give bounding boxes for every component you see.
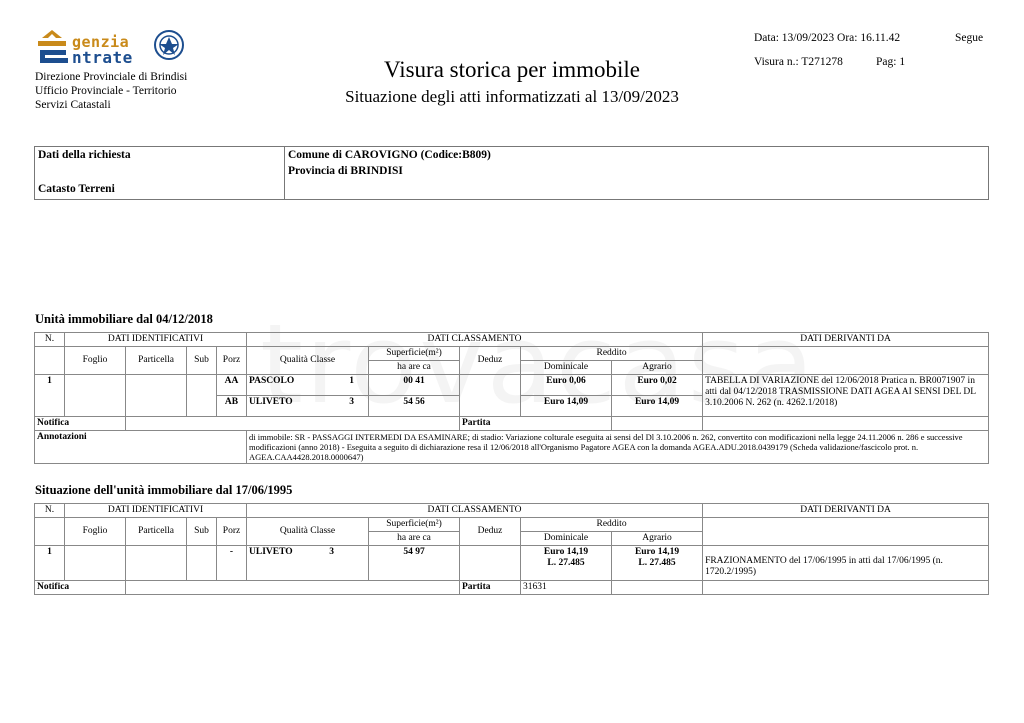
- col-foglio: Foglio: [65, 518, 126, 546]
- section2-title: Situazione dell'unità immobiliare dal 17/06/1995: [35, 483, 293, 497]
- section1-title: Unità immobiliare dal 04/12/2018: [35, 312, 213, 326]
- row-agrario: Euro 0,02: [612, 375, 703, 396]
- annotazioni-text: di immobile: SR - PASSAGGI INTERMEDI DA ESAMINARE; di stadio: Variazione colturale eseguita ai sensi del Dl 3.10.2006 n. 262, convertito con modificazioni nella legge 24.11.2006 n. 286 e successive modificazioni (anno 2018) - Eseguita a seguito di dichiarazione resa il 12/06/2018 all'Organismo Pagatore AGEA con la domanda AGEA.ADU.2018.0439179 (Scheda validazione/fascicolo prot. n. AGEA.CAA4428.2018.0000647): [247, 431, 989, 464]
- col-ha-are-ca: ha are ca: [369, 532, 460, 546]
- logo-text-entrate: ntrate: [72, 48, 133, 67]
- request-label: Dati della richiesta: [38, 149, 131, 161]
- partita-value: 31631: [521, 581, 612, 595]
- row-dominicale: Euro 0,06: [521, 375, 612, 396]
- row-qualita: ULIVETO 3: [247, 396, 369, 417]
- section1-table: [34, 332, 989, 464]
- page-title: Visura storica per immobile: [383, 57, 641, 82]
- segue-label: Segue: [955, 32, 984, 44]
- office-line-1: Direzione Provinciale di Brindisi: [35, 71, 188, 83]
- col-qualita: Qualità Classe: [247, 518, 369, 546]
- col-dominicale: Dominicale: [521, 532, 612, 546]
- col-dati-identificativi: DATI IDENTIFICATIVI: [65, 504, 247, 518]
- col-sub: Sub: [187, 518, 217, 546]
- row-n: 1: [35, 375, 65, 417]
- col-particella: Particella: [126, 518, 187, 546]
- col-reddito: Reddito: [521, 518, 703, 532]
- request-left: [35, 147, 285, 200]
- col-dati-identificativi: DATI IDENTIFICATIVI: [65, 333, 247, 347]
- annotazioni-label: Annotazioni: [35, 431, 247, 464]
- col-superficie: Superficie(m²): [369, 518, 460, 532]
- row-superficie: 54 97: [369, 546, 460, 581]
- col-dati-classamento: DATI CLASSAMENTO: [247, 333, 703, 347]
- col-particella: Particella: [126, 347, 187, 375]
- row-agrario: Euro 14,09: [612, 396, 703, 417]
- date-time: Data: 13/09/2023 Ora: 16.11.42: [754, 32, 901, 44]
- comune-label: Comune di CAROVIGNO (Codice:B809): [288, 149, 491, 161]
- col-n: N.: [35, 333, 65, 347]
- request-box: [34, 146, 989, 200]
- provincia-label: Provincia di BRINDISI: [288, 165, 403, 177]
- page-subtitle: Situazione degli atti informatizzati al 13/09/2023: [345, 87, 679, 106]
- col-qualita: Qualità Classe: [247, 347, 369, 375]
- col-dati-derivanti: DATI DERIVANTI DA: [703, 504, 989, 518]
- row-derivanti: FRAZIONAMENTO del 17/06/1995 in atti dal 17/06/1995 (n. 1720.2/1995): [703, 546, 989, 581]
- col-deduz: Deduz: [460, 518, 521, 546]
- col-sub: Sub: [187, 347, 217, 375]
- partita-label: Partita: [460, 417, 612, 431]
- page-number: Pag: 1: [876, 56, 906, 68]
- col-n: N.: [35, 504, 65, 518]
- col-dominicale: Dominicale: [521, 361, 612, 375]
- col-deduz: Deduz: [460, 347, 521, 375]
- row-superficie: 00 41: [369, 375, 460, 396]
- logo-text-agenzia: genzia: [72, 33, 130, 51]
- notifica-label: Notifica: [35, 581, 126, 595]
- row-porz: AA: [217, 375, 247, 396]
- partita-label: Partita: [460, 581, 521, 595]
- row-porz: -: [217, 546, 247, 581]
- office-line-3: Servizi Catastali: [35, 99, 111, 111]
- row-qualita: ULIVETO 3: [247, 546, 369, 581]
- row-dominicale: Euro 14,19 L. 27.485: [521, 546, 612, 581]
- col-ha-are-ca: ha are ca: [369, 361, 460, 375]
- col-agrario: Agrario: [612, 532, 703, 546]
- col-reddito: Reddito: [521, 347, 703, 361]
- table-row: [35, 375, 989, 396]
- col-superficie: Superficie(m²): [369, 347, 460, 361]
- row-dominicale: Euro 14,09: [521, 396, 612, 417]
- col-agrario: Agrario: [612, 361, 703, 375]
- row-porz: AB: [217, 396, 247, 417]
- notifica-label: Notifica: [35, 417, 126, 431]
- row-n: 1: [35, 546, 65, 581]
- row-derivanti: TABELLA DI VARIAZIONE del 12/06/2018 Pratica n. BR0071907 in atti dal 04/12/2018 TRASMISSIONE DATI AGEA AI SENSI DEL DL 3.10.2006 N. 262 (n. 4262.1/2018): [703, 375, 989, 417]
- row-qualita: PASCOLO 1: [247, 375, 369, 396]
- row-agrario: Euro 14,19 L. 27.485: [612, 546, 703, 581]
- col-foglio: Foglio: [65, 347, 126, 375]
- section2-table: [34, 503, 989, 595]
- col-dati-classamento: DATI CLASSAMENTO: [247, 504, 703, 518]
- row-superficie: 54 56: [369, 396, 460, 417]
- catasto-label: Catasto Terreni: [38, 183, 115, 195]
- request-right: [285, 147, 989, 200]
- col-dati-derivanti: DATI DERIVANTI DA: [703, 333, 989, 347]
- col-porz: Porz: [217, 347, 247, 375]
- office-line-2: Ufficio Provinciale - Territorio: [35, 85, 177, 97]
- col-porz: Porz: [217, 518, 247, 546]
- table-row: [35, 546, 989, 581]
- visura-number: Visura n.: T271278: [754, 56, 843, 68]
